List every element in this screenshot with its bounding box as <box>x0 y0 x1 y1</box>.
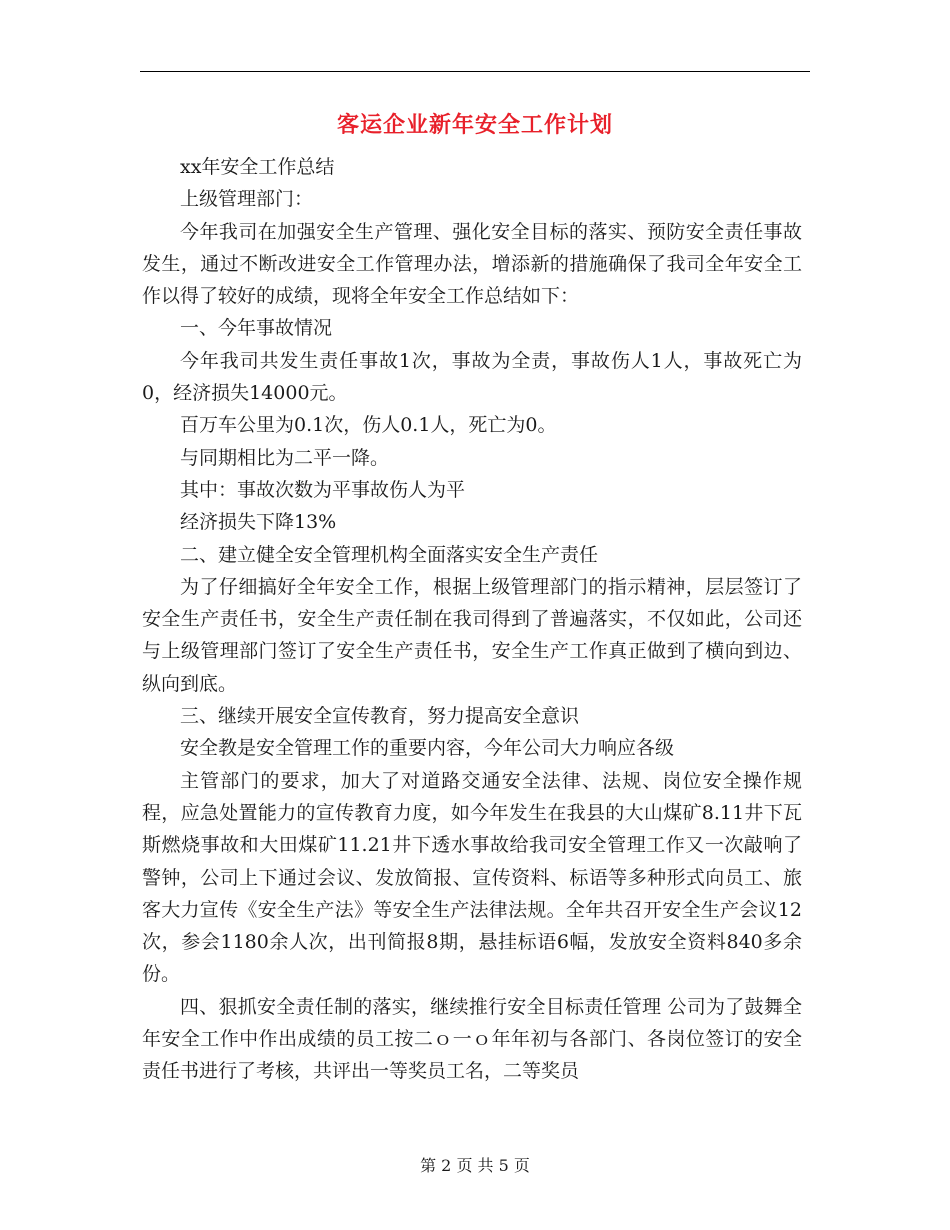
paragraph-salutation: 上级管理部门： <box>180 188 314 211</box>
header-rule <box>140 71 810 72</box>
paragraph-summary-heading: xx年安全工作总结 <box>180 156 335 178</box>
paragraph-economic-loss: 经济损失下降13% <box>180 511 337 534</box>
section-heading-1: 一、今年事故情况 <box>180 317 333 340</box>
paragraph-year-comparison: 与同期相比为二平一降。 <box>180 446 390 469</box>
document-title: 客运企业新年安全工作计划 <box>336 112 613 138</box>
paragraph-responsibility: 为了仔细搞好全年安全工作，根据上级管理部门的指示精神，层层签订了安全生产责任书，安全生产责任制在我司得到了普遍落实，不仅如此，公司还与上级管理部门签订了安全生产责任书，安全生产工作真正做到了横向到边、纵向到底。 <box>142 575 802 695</box>
section-heading-4: 四、狠抓安全责任制的落实，继续推行安全目标责任管理 公司为了鼓舞全年安全工作中作出成绩的员工按二ｏ一ｏ年年初与各部门、各岗位签订的安全责任书进行了考核，共评出一等奖员工名，二等奖员 <box>142 995 802 1083</box>
paragraph-comparison-detail: 其中：事故次数为平事故伤人为平 <box>180 478 466 501</box>
page-number: 第 2 页 共 5 页 <box>420 1156 530 1175</box>
section-heading-3: 三、继续开展安全宣传教育，努力提高安全意识 <box>180 705 580 728</box>
paragraph-intro: 今年我司在加强安全生产管理、强化安全目标的落实、预防安全责任事故发生，通过不断改进安全工作管理办法，增添新的措施确保了我司全年安全工作以得了较好的成绩，现将全年安全工作总结如下： <box>142 220 802 308</box>
document-body <box>142 151 802 1088</box>
paragraph-per-million-km: 百万车公里为0.1次，伤人0.1人，死亡为0。 <box>180 414 557 437</box>
section-heading-2: 二、建立健全安全管理机构全面落实安全生产责任 <box>180 543 599 566</box>
paragraph-education-intro: 安全教是安全管理工作的重要内容，今年公司大力响应各级 <box>180 737 675 760</box>
paragraph-education-detail: 主管部门的要求，加大了对道路交通安全法律、法规、岗位安全操作规程，应急处置能力的宣传教育力度，如今年发生在我县的大山煤矿8.11井下瓦斯燃烧事故和大田煤矿11.21井下透水事故给我司安全管理工作又一次敲响了警钟，公司上下通过会议、发放简报、宣传资料、标语等多种形式向员工、旅客大力宣传《安全生产法》等安全生产法律法规。全年共召开安全生产会议12次，参会1180余人次，出刊简报8期，悬挂标语6幅，发放安全资料840多余份。 <box>142 769 802 986</box>
paragraph-accident-count: 今年我司共发生责任事故1次，事故为全责，事故伤人1人，事故死亡为0，经济损失14000元。 <box>142 349 802 405</box>
